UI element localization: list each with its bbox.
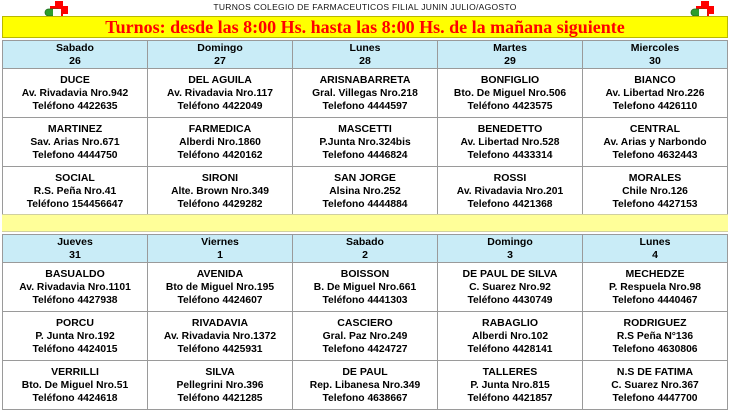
pharmacy-name: ROSSI — [493, 171, 527, 184]
pharmacy-cell — [293, 361, 438, 410]
pharmacy-name: PORCU — [56, 316, 94, 329]
day-name: Domingo — [487, 235, 533, 248]
day-number: 30 — [649, 54, 661, 67]
pharmacy-name: MORALES — [628, 171, 682, 184]
day-header — [438, 235, 583, 263]
pharmacy-name: RODRIGUEZ — [623, 316, 687, 329]
pharmacy-name: SOCIAL — [55, 171, 95, 184]
day-name: Miercoles — [630, 41, 680, 54]
pharmacy-name: SAN JORGE — [334, 171, 396, 184]
pharmacy-cell — [148, 263, 293, 312]
pharmacy-cell — [293, 69, 438, 118]
day-header — [3, 41, 148, 69]
pharmacy-name: MARTINEZ — [47, 122, 103, 135]
pharmacy-cell — [293, 263, 438, 312]
day-name: Sabado — [56, 41, 94, 54]
pharmacy-address: Av. Rivadavia Nro.942 — [21, 87, 129, 99]
pharmacy-phone: Telefono 4632443 — [612, 149, 698, 161]
day-number: 28 — [359, 54, 371, 67]
pharmacy-phone: Teléfono 4421285 — [177, 392, 263, 404]
week-2-table — [2, 234, 728, 410]
pharmacy-name: ARISNABARRETA — [319, 73, 411, 86]
day-header — [293, 235, 438, 263]
pharmacy-name: VERRILLI — [51, 365, 99, 378]
pharmacy-name: DE PAUL — [342, 365, 388, 378]
pharmacy-phone: Telefono 4426110 — [612, 100, 698, 112]
day-header — [3, 235, 148, 263]
pharmacy-phone: Telefono 4427153 — [612, 198, 698, 210]
day-number: 4 — [652, 248, 658, 261]
pharmacy-cell — [3, 69, 148, 118]
day-name: Lunes — [639, 235, 671, 248]
pharmacy-cell — [438, 167, 583, 216]
pharmacy-phone: Telefono 4421368 — [467, 198, 553, 210]
pharmacy-address: Alte. Brown Nro.349 — [171, 185, 269, 197]
pharmacy-phone: Teléfono 4428141 — [467, 343, 553, 355]
pharmacy-row — [3, 118, 728, 167]
document-title: TURNOS COLEGIO DE FARMACEUTICOS FILIAL JUNIN JULIO/AGOSTO — [213, 2, 517, 12]
pharmacy-cell — [438, 118, 583, 167]
pharmacy-name: TALLERES — [482, 365, 538, 378]
pharmacy-address: P. Junta Nro.815 — [470, 379, 550, 391]
pharmacy-address: Rep. Libanesa Nro.349 — [309, 379, 421, 391]
week-separator — [2, 214, 728, 232]
pharmacy-cell — [583, 167, 728, 216]
pharmacy-phone: Telefono 4630806 — [612, 343, 698, 355]
pharmacy-phone: Telefono 4424727 — [322, 343, 408, 355]
week-1-table — [2, 40, 728, 216]
pharmacy-address: B. De Miguel Nro.661 — [313, 281, 417, 293]
pharmacy-cell — [583, 263, 728, 312]
day-name: Martes — [493, 41, 527, 54]
pharmacy-name: BOISSON — [340, 267, 390, 280]
pharmacy-phone: Teléfono 4422635 — [32, 100, 118, 112]
hours-banner: Turnos: desde las 8:00 Hs. hasta las 8:00 Hs. de la mañana siguiente — [2, 16, 728, 38]
pharmacy-name: SIRONI — [201, 171, 239, 184]
pharmacy-cell — [438, 263, 583, 312]
day-number: 1 — [217, 248, 223, 261]
pharmacy-address: C. Suarez Nro.367 — [611, 379, 699, 391]
pharmacy-cell — [3, 263, 148, 312]
pharmacy-name: FARMEDICA — [188, 122, 252, 135]
pharmacy-address: Gral. Villegas Nro.218 — [312, 87, 418, 99]
day-header — [293, 41, 438, 69]
day-number: 3 — [507, 248, 513, 261]
pharmacy-cell — [148, 312, 293, 361]
pharmacy-address: Av. Libertad Nro.528 — [460, 136, 560, 148]
day-name: Jueves — [57, 235, 93, 248]
pharmacy-phone: Telefono 4444750 — [32, 149, 118, 161]
pharmacy-phone: Teléfono 4424015 — [32, 343, 118, 355]
pharmacy-phone: Teléfono 4429282 — [177, 198, 263, 210]
pharmacy-phone: Teléfono 4420162 — [177, 149, 263, 161]
pharmacy-phone: Teléfono 4422049 — [177, 100, 263, 112]
pharmacy-name: DEL AGUILA — [188, 73, 252, 86]
pharmacy-phone: Telefono 4440467 — [612, 294, 698, 306]
pharmacy-cell — [293, 118, 438, 167]
pharmacy-address: Av. Rivadavia Nro.1101 — [19, 281, 131, 293]
pharmacy-name: N.S DE FATIMA — [616, 365, 694, 378]
pharmacy-address: Av. Rivadavia Nro.201 — [456, 185, 564, 197]
pharmacy-cell — [3, 118, 148, 167]
pharmacy-name: CASCIERO — [337, 316, 393, 329]
day-header — [583, 41, 728, 69]
pharmacy-phone: Telefono 4638667 — [322, 392, 408, 404]
pharmacy-row — [3, 167, 728, 216]
pharmacy-name: BIANCO — [634, 73, 676, 86]
pharmacy-phone: Teléfono 4430749 — [467, 294, 553, 306]
pharmacy-address: Gral. Paz Nro.249 — [322, 330, 408, 342]
pharmacy-row — [3, 69, 728, 118]
pharmacy-address: P. Respuela Nro.98 — [609, 281, 701, 293]
pharmacy-cell — [3, 361, 148, 410]
pharmacy-phone: Telefono 4444884 — [322, 198, 408, 210]
pharmacy-address: Bto. De Miguel Nro.51 — [21, 379, 129, 391]
pharmacy-cell — [583, 312, 728, 361]
pharmacy-cell — [148, 361, 293, 410]
pharmacy-cell — [583, 361, 728, 410]
pharmacy-name: DE PAUL DE SILVA — [462, 267, 558, 280]
pharmacy-cell — [3, 312, 148, 361]
day-header — [148, 41, 293, 69]
pharmacy-address: Alberdi Nro.1860 — [179, 136, 261, 148]
pharmacy-phone: Teléfono 4425931 — [177, 343, 263, 355]
pharmacy-row — [3, 263, 728, 312]
day-name: Viernes — [201, 235, 239, 248]
pharmacy-cell — [3, 167, 148, 216]
day-header — [438, 41, 583, 69]
pharmacy-cell — [293, 167, 438, 216]
pharmacy-phone: Teléfono 4424618 — [32, 392, 118, 404]
pharmacy-address: Sav. Arias Nro.671 — [30, 136, 120, 148]
pharmacy-name: RIVADAVIA — [191, 316, 249, 329]
pharmacy-address: R.S Peña N°136 — [616, 330, 694, 342]
pharmacy-address: C. Suarez Nro.92 — [469, 281, 551, 293]
pharmacy-cell — [148, 167, 293, 216]
pharmacy-cell — [438, 361, 583, 410]
pharmacy-address: P. Junta Nro.192 — [35, 330, 115, 342]
pharmacy-address: Av. Libertad Nro.226 — [605, 87, 705, 99]
pharmacy-address: Av. Arias y Narbondo — [603, 136, 707, 148]
pharmacy-address: Av. Rivadavia Nro.117 — [167, 87, 273, 99]
pharmacy-address: P.Junta Nro.324bis — [319, 136, 411, 148]
pharmacy-address: Bto de Miguel Nro.195 — [165, 281, 275, 293]
pharmacy-name: SILVA — [205, 365, 235, 378]
pharmacy-address: Av. Rivadavia Nro.1372 — [163, 330, 277, 342]
day-name: Domingo — [197, 41, 243, 54]
pharmacy-address: Chile Nro.126 — [622, 185, 688, 197]
pharmacy-address: Alberdi Nro.102 — [471, 330, 549, 342]
day-number: 31 — [69, 248, 81, 261]
pharmacy-cell — [148, 118, 293, 167]
day-header-row — [3, 235, 728, 263]
pharmacy-phone: Telefono 4446824 — [322, 149, 408, 161]
pharmacy-row — [3, 312, 728, 361]
pharmacy-address: Alsina Nro.252 — [329, 185, 401, 197]
day-number: 27 — [214, 54, 226, 67]
pharmacy-row — [3, 361, 728, 410]
pharmacy-name: BONFIGLIO — [480, 73, 540, 86]
pharmacy-cell — [438, 312, 583, 361]
pharmacy-name: BASUALDO — [45, 267, 105, 280]
pharmacy-cell — [583, 118, 728, 167]
day-number: 2 — [362, 248, 368, 261]
day-number: 29 — [504, 54, 516, 67]
pharmacy-address: Pellegrini Nro.396 — [176, 379, 264, 391]
day-header — [583, 235, 728, 263]
day-header — [148, 235, 293, 263]
day-number: 26 — [69, 54, 81, 67]
pharmacy-cell — [438, 69, 583, 118]
day-name: Sabado — [346, 235, 384, 248]
pharmacy-name: MASCETTI — [338, 122, 392, 135]
pharmacy-name: DUCE — [60, 73, 90, 86]
pharmacy-cell — [583, 69, 728, 118]
pharmacy-name: CENTRAL — [629, 122, 681, 135]
pharmacy-phone: Teléfono 4423575 — [467, 100, 553, 112]
pharmacy-phone: Telefono 4444597 — [322, 100, 408, 112]
pharmacy-phone: Telefono 4433314 — [467, 149, 553, 161]
pharmacy-phone: Teléfono 4427938 — [32, 294, 118, 306]
pharmacy-address: R.S. Peña Nro.41 — [33, 185, 117, 197]
pharmacy-name: MECHEDZE — [625, 267, 685, 280]
pharmacy-phone: Teléfono 4424607 — [177, 294, 263, 306]
pharmacy-phone: Teléfono 4441303 — [322, 294, 408, 306]
pharmacy-name: BENEDETTO — [477, 122, 543, 135]
pharmacy-name: RABAGLIO — [482, 316, 538, 329]
pharmacy-phone: Teléfono 154456647 — [26, 198, 124, 210]
pharmacy-address: Bto. De Miguel Nro.506 — [453, 87, 567, 99]
day-name: Lunes — [349, 41, 381, 54]
pharmacy-phone: Telefono 4447700 — [612, 392, 698, 404]
pharmacy-name: AVENIDA — [196, 267, 244, 280]
pharmacy-phone: Teléfono 4421857 — [467, 392, 553, 404]
day-header-row — [3, 41, 728, 69]
pharmacy-cell — [148, 69, 293, 118]
pharmacy-cell — [293, 312, 438, 361]
